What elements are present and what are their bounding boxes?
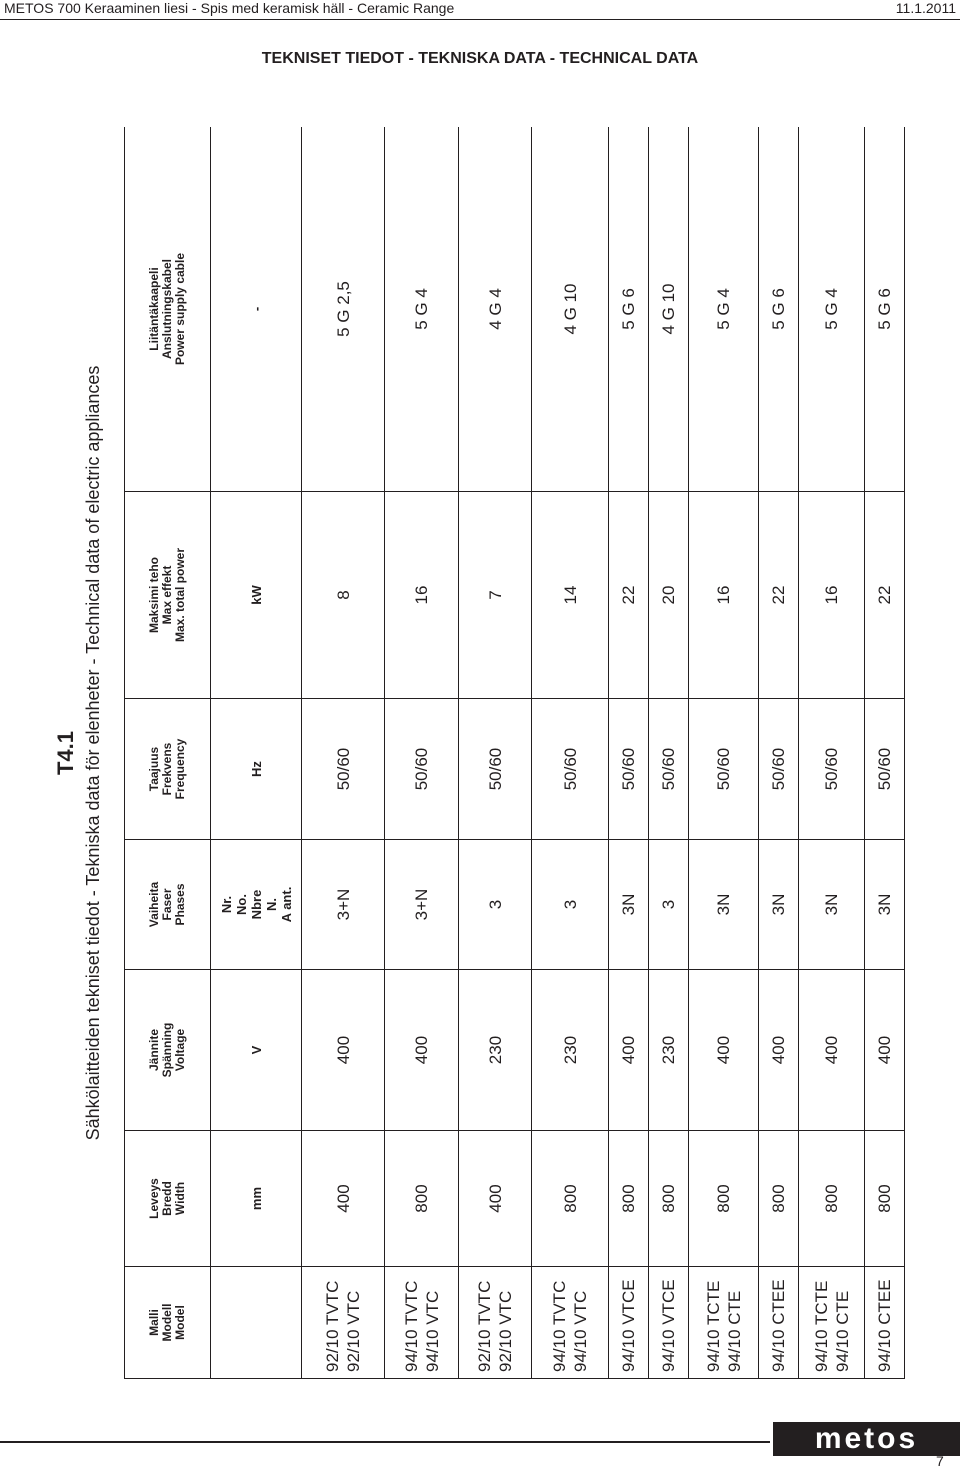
cable-cell: 5 G 2,5 [302,127,385,492]
table-row [688,127,758,1379]
phases-cell: 3+N [385,840,458,970]
cable-cell: 5 G 4 [385,127,458,492]
header-width: Leveys Bredd Width [125,1131,211,1267]
cable-cell: 4 G 10 [648,127,688,492]
frequency-cell: 50/60 [759,699,799,840]
frequency-cell: 50/60 [864,699,904,840]
table-row [608,127,648,1379]
table-row [864,127,904,1379]
model-cell: 94/10 VTCE [608,1267,648,1379]
phases-cell: 3 [648,840,688,970]
page-number: 7 [936,1453,944,1469]
frequency-cell: 50/60 [532,699,609,840]
model-cell: 92/10 TVTC 92/10 VTC [458,1267,531,1379]
rotated-table [49,127,905,1379]
frequency-cell: 50/60 [385,699,458,840]
page-header [0,0,960,18]
width-cell: 800 [759,1131,799,1267]
width-cell: 800 [864,1131,904,1267]
width-cell: 800 [385,1131,458,1267]
unit-cable: - [211,127,302,492]
power-cell: 22 [759,492,799,699]
unit-model-empty [211,1267,302,1379]
header-model: Malli Modell Model [125,1267,211,1379]
phases-cell: 3 [532,840,609,970]
power-cell: 20 [648,492,688,699]
technical-data-table-frame [49,127,905,1379]
model-cell: 94/10 VTCE [648,1267,688,1379]
model-cell: 94/10 CTEE [864,1267,904,1379]
table-row [302,127,385,1379]
frequency-cell: 50/60 [688,699,758,840]
frequency-cell: 50/60 [608,699,648,840]
voltage-cell: 400 [759,970,799,1131]
unit-phases: Nr. No. Nbre N. A ant. [211,840,302,970]
header-divider [0,19,960,20]
table-units-row [211,127,302,1379]
phases-cell: 3N [759,840,799,970]
voltage-cell: 400 [385,970,458,1131]
table-caption [49,127,125,1379]
technical-data-table [124,127,905,1379]
voltage-cell: 230 [532,970,609,1131]
voltage-cell: 400 [688,970,758,1131]
table-row [385,127,458,1379]
power-cell: 16 [799,492,865,699]
header-voltage: Jännite Spänning Voltage [125,970,211,1131]
width-cell: 800 [648,1131,688,1267]
frequency-cell: 50/60 [458,699,531,840]
voltage-cell: 400 [864,970,904,1131]
table-code: T4.1 [53,730,78,776]
document-header-title: METOS 700 Keraaminen liesi - Spis med keramisk häll - Ceramic Range [4,0,455,16]
cable-cell: 4 G 10 [532,127,609,492]
voltage-cell: 400 [302,970,385,1131]
footer-divider [0,1441,770,1443]
power-cell: 22 [864,492,904,699]
width-cell: 400 [458,1131,531,1267]
metos-logo: metos [773,1422,960,1456]
power-cell: 7 [458,492,531,699]
model-cell: 94/10 CTEE [759,1267,799,1379]
header-phases: Vaiheita Faser Phases [125,840,211,970]
voltage-cell: 230 [458,970,531,1131]
table-body [302,127,905,1379]
table-row [532,127,609,1379]
power-cell: 14 [532,492,609,699]
power-cell: 16 [385,492,458,699]
width-cell: 800 [688,1131,758,1267]
frequency-cell: 50/60 [799,699,865,840]
model-cell: 94/10 TCTE 94/10 CTE [799,1267,865,1379]
phases-cell: 3N [608,840,648,970]
document-date: 11.1.2011 [895,0,956,16]
header-max-power: Maksimi teho Max effekt Max. total power [125,492,211,699]
section-title: TEKNISET TIEDOT - TEKNISKA DATA - TECHNICAL DATA [261,50,699,67]
width-cell: 800 [532,1131,609,1267]
width-cell: 800 [799,1131,865,1267]
table-row [759,127,799,1379]
phases-cell: 3+N [302,840,385,970]
cable-cell: 5 G 4 [688,127,758,492]
model-cell: 94/10 TVTC 94/10 VTC [385,1267,458,1379]
power-cell: 8 [302,492,385,699]
frequency-cell: 50/60 [302,699,385,840]
phases-cell: 3 [458,840,531,970]
cable-cell: 5 G 6 [864,127,904,492]
voltage-cell: 400 [608,970,648,1131]
table-row [799,127,865,1379]
cable-cell: 5 G 6 [608,127,648,492]
model-cell: 94/10 TVTC 94/10 VTC [532,1267,609,1379]
width-cell: 400 [302,1131,385,1267]
width-cell: 800 [608,1131,648,1267]
table-row [458,127,531,1379]
unit-voltage: V [211,970,302,1131]
cable-cell: 4 G 4 [458,127,531,492]
unit-power: kW [211,492,302,699]
voltage-cell: 230 [648,970,688,1131]
table-header-row [125,127,211,1379]
power-cell: 16 [688,492,758,699]
power-cell: 22 [608,492,648,699]
voltage-cell: 400 [799,970,865,1131]
unit-frequency: Hz [211,699,302,840]
table-subtitle: Sähkölaitteiden tekniset tiedot - Tekniska data för elenheter - Technical data of electric appliances [83,365,103,1141]
unit-width: mm [211,1131,302,1267]
cable-cell: 5 G 6 [759,127,799,492]
header-power-cable: Liitäntäkaapeli Anslutningskabel Power supply cable [125,127,211,492]
model-cell: 92/10 TVTC 92/10 VTC [302,1267,385,1379]
phases-cell: 3N [688,840,758,970]
frequency-cell: 50/60 [648,699,688,840]
table-row [648,127,688,1379]
header-frequency: Taajuus Frekvens Frequency [125,699,211,840]
model-cell: 94/10 TCTE 94/10 CTE [688,1267,758,1379]
phases-cell: 3N [864,840,904,970]
cable-cell: 5 G 4 [799,127,865,492]
phases-cell: 3N [799,840,865,970]
